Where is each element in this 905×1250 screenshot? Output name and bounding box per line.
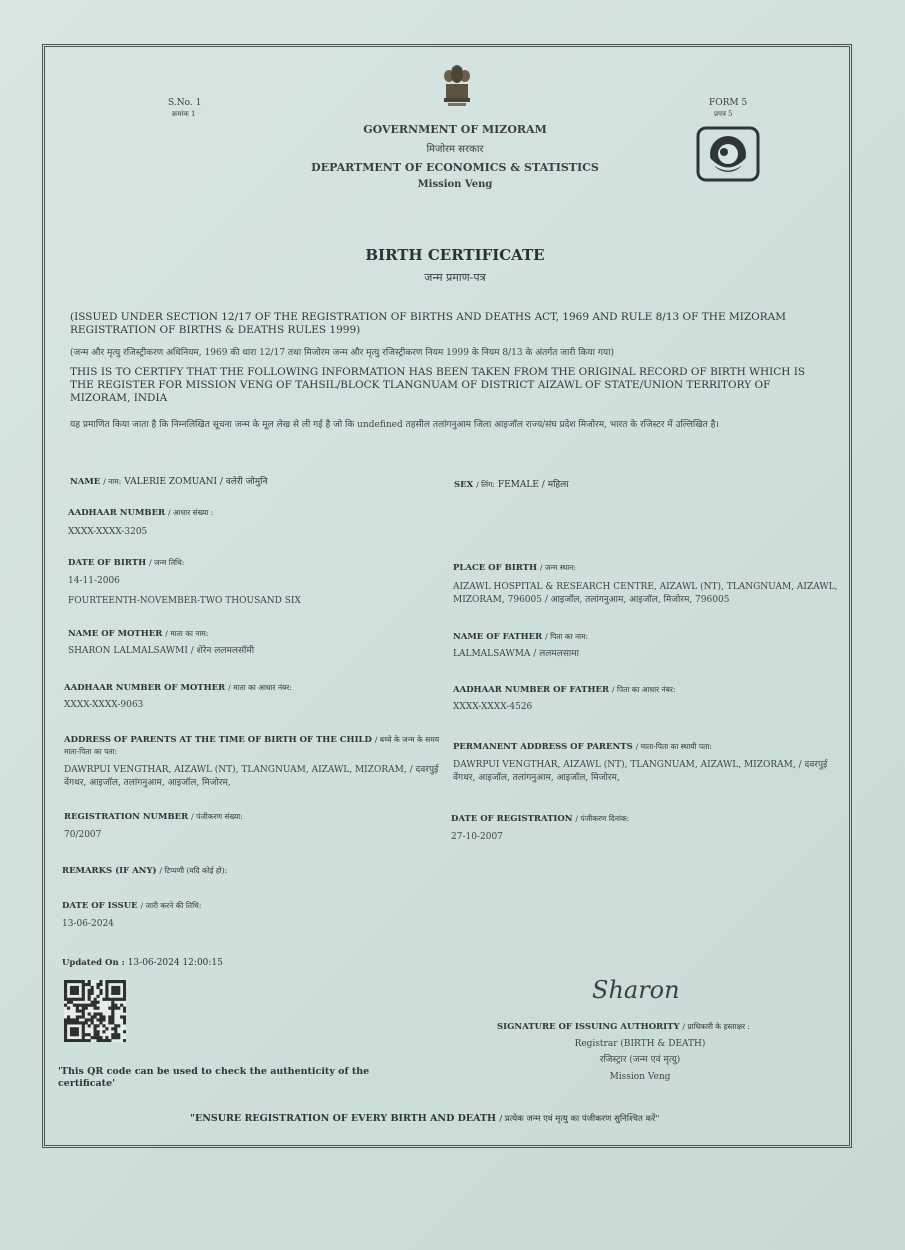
father-label-group bbox=[453, 632, 588, 642]
updated-on bbox=[62, 958, 223, 968]
mother-label-hindi: / माता का नाम: bbox=[165, 629, 209, 638]
permanent-address-label-hindi: / माता-पिता का स्थायी पता: bbox=[635, 742, 712, 751]
mother-aadhaar-value: XXXX-XXXX-9063 bbox=[64, 700, 144, 710]
remarks-label-hindi: / टिप्पणी (यदि कोई हो): bbox=[159, 866, 228, 875]
certify-text: THIS IS TO CERTIFY THAT THE FOLLOWING INFORMATION HAS BEEN TAKEN FROM THE ORIGINAL RECORD OF BIRTH WHICH IS THE REGISTER FOR MISSION VENG OF TAHSIL/BLOCK TLANGNUAM OF DISTRICT AIZAWL OF STATE/UNION TERRITORY OF MIZORAM, INDIA bbox=[70, 366, 806, 404]
certificate-title-hindi: जन्म प्रमाण-पत्र bbox=[424, 271, 486, 284]
registration-number-label-hindi: / पंजीकरण संख्या: bbox=[191, 812, 243, 821]
dob-label-group bbox=[68, 558, 184, 568]
birth-address-label-group bbox=[64, 734, 444, 758]
birth-address-value: DAWRPUI VENGTHAR, AIZAWL (NT), TLANGNUAM, AIZAWL, MIZORAM, / दवरपुई वेंगथर, आइजॉल, तलांगनुआम, आइजॉल, मिजोरम, bbox=[64, 765, 439, 788]
dob-value: 14-11-2006 bbox=[68, 576, 120, 586]
pob-label-hindi: / जन्म स्थान: bbox=[539, 563, 576, 572]
father-value: LALMALSAWMA / ललमलसामा bbox=[453, 649, 579, 659]
dob-label-hindi: / जन्म तिथि: bbox=[149, 558, 185, 567]
name-label: NAME bbox=[70, 477, 101, 487]
qr-code-icon bbox=[64, 980, 126, 1042]
serial-number-hindi: क्रमांक 1 bbox=[172, 110, 196, 118]
certify-text-hindi: यह प्रमाणित किया जाता है कि निम्नलिखित सूचना जन्म के मूल लेख से ली गई है जो कि undefined तहसील तलांगनुआम जिला आइजॉल राज्य/संघ प्रदेश मिजोरम, भारत के रजिस्टर में उल्लिखित है। bbox=[70, 420, 719, 430]
signature-label-hindi: / प्राधिकारी के हस्ताक्षर : bbox=[682, 1022, 750, 1031]
issue-date-label-group bbox=[62, 901, 201, 911]
registration-logo-icon bbox=[696, 126, 760, 182]
mother-aadhaar-label: AADHAAR NUMBER OF MOTHER bbox=[64, 683, 226, 693]
government-title-hindi: मिजोरम सरकार bbox=[426, 144, 484, 155]
father-aadhaar-label: AADHAAR NUMBER OF FATHER bbox=[453, 685, 610, 695]
pob-label: PLACE OF BIRTH bbox=[453, 563, 537, 573]
mother-label: NAME OF MOTHER bbox=[68, 629, 163, 639]
mother-aadhaar-label-hindi: / माता का आधार नंबर: bbox=[228, 683, 292, 692]
office-location: Mission Veng bbox=[417, 179, 493, 190]
slogan-text-hindi: / प्रत्येक जन्म एवं मृत्यु का पंजीकरण सुनिश्चित करें" bbox=[499, 1114, 660, 1124]
father-label: NAME OF FATHER bbox=[453, 632, 543, 642]
certificate-title: BIRTH CERTIFICATE bbox=[365, 246, 545, 264]
slogan-text: "ENSURE REGISTRATION OF EVERY BIRTH AND DEATH bbox=[190, 1113, 497, 1124]
updated-label: Updated On : bbox=[62, 958, 125, 968]
updated-value: 13-06-2024 12:00:15 bbox=[127, 958, 223, 968]
father-label-hindi: / पिता का नाम: bbox=[545, 632, 589, 641]
issue-date-value: 13-06-2024 bbox=[62, 919, 114, 929]
remarks-label: REMARKS (IF ANY) bbox=[62, 866, 157, 876]
father-aadhaar-label-hindi: / पिता का आधार नंबर: bbox=[612, 685, 676, 694]
sex-label-hindi: / लिंग: bbox=[476, 480, 495, 489]
issued-under-text-hindi: (जन्म और मृत्यु रजिस्ट्रीकरण अधिनियम, 1969 की धारा 12/17 तथा मिजोरम जन्म और मृत्यु रजिस्ट्रीकरण नियम 1999 के नियम 8/13 के अंतर्गत जारी किया गया) bbox=[70, 348, 614, 358]
birth-address-label-hindi: / बच्चे के जन्म के समय माता-पिता का पता: bbox=[64, 735, 440, 756]
aadhaar-label: AADHAAR NUMBER bbox=[68, 508, 166, 518]
government-title: GOVERNMENT OF MIZORAM bbox=[363, 123, 547, 136]
slogan bbox=[190, 1113, 659, 1124]
registrar-title-hindi: रजिस्ट्रार (जन्म एवं मृत्यु) bbox=[599, 1055, 681, 1065]
sex-field bbox=[454, 477, 569, 490]
serial-number: S.No. 1 bbox=[168, 98, 202, 108]
name-value: VALERIE ZOMUANI / वलेरी जोमुनि bbox=[124, 477, 268, 487]
aadhaar-label-hindi: / आधार संख्या : bbox=[168, 508, 214, 517]
aadhaar-value: XXXX-XXXX-3205 bbox=[68, 527, 148, 537]
registration-date-value: 27-10-2007 bbox=[451, 832, 503, 842]
registrar-office: Mission Veng bbox=[609, 1072, 671, 1082]
sex-label: SEX bbox=[454, 480, 474, 490]
signature-label: SIGNATURE OF ISSUING AUTHORITY bbox=[497, 1022, 680, 1032]
mother-aadhaar-label-group bbox=[64, 683, 292, 693]
father-aadhaar-value: XXXX-XXXX-4526 bbox=[453, 702, 533, 712]
department-title: DEPARTMENT OF ECONOMICS & STATISTICS bbox=[311, 161, 599, 174]
registration-date-label-group bbox=[451, 814, 629, 824]
aadhaar-label-group bbox=[68, 508, 213, 518]
father-aadhaar-label-group bbox=[453, 685, 676, 695]
name-field bbox=[70, 474, 267, 487]
dob-label: DATE OF BIRTH bbox=[68, 558, 147, 568]
registration-number-value: 70/2007 bbox=[64, 830, 102, 840]
signature-label-group bbox=[497, 1022, 750, 1032]
birth-address-label: ADDRESS OF PARENTS AT THE TIME OF BIRTH OF THE CHILD bbox=[64, 735, 372, 745]
form-number-hindi: प्रपत्र 5 bbox=[714, 110, 733, 118]
issue-date-label-hindi: / जारी करने की तिथि: bbox=[140, 901, 202, 910]
mother-value: SHARON LALMALSAWMI / शेरेन ललमलसॉमी bbox=[68, 646, 255, 656]
permanent-address-label-group bbox=[453, 742, 712, 752]
remarks-label-group bbox=[62, 866, 227, 876]
registration-number-label: REGISTRATION NUMBER bbox=[64, 812, 189, 822]
registration-date-label-hindi: / पंजीकरण दिनांक: bbox=[575, 814, 630, 823]
registrar-title: Registrar (BIRTH & DEATH) bbox=[574, 1039, 706, 1049]
permanent-address-label: PERMANENT ADDRESS OF PARENTS bbox=[453, 742, 633, 752]
registration-date-label: DATE OF REGISTRATION bbox=[451, 814, 573, 824]
issued-under-text: (ISSUED UNDER SECTION 12/17 OF THE REGISTRATION OF BIRTHS AND DEATHS ACT, 1969 AND RULE 8/13 OF THE MIZORAM REGISTRATION OF BIRTHS & DEATHS RULES 1999) bbox=[70, 311, 786, 336]
signature-image bbox=[592, 976, 702, 1012]
pob-label-group bbox=[453, 563, 576, 573]
registration-number-label-group bbox=[64, 812, 243, 822]
form-number: FORM 5 bbox=[709, 98, 748, 108]
signature-script: Sharon bbox=[592, 976, 680, 1004]
qr-note: 'This QR code can be used to check the authenticity of the certificate' bbox=[58, 1066, 370, 1089]
name-label-hindi: / नाम: bbox=[103, 477, 122, 486]
sex-value: FEMALE / महिला bbox=[497, 480, 569, 490]
dob-words: FOURTEENTH-NOVEMBER-TWO THOUSAND SIX bbox=[68, 596, 301, 606]
permanent-address-value: DAWRPUI VENGTHAR, AIZAWL (NT), TLANGNUAM, AIZAWL, MIZORAM, / दवरपुई वेंगथर, आइजॉल, तलांगनुआम, आइजॉल, मिजोरम, bbox=[453, 760, 828, 783]
mother-label-group bbox=[68, 629, 208, 639]
national-emblem-icon bbox=[440, 62, 474, 108]
issue-date-label: DATE OF ISSUE bbox=[62, 901, 138, 911]
pob-value: AIZAWL HOSPITAL & RESEARCH CENTRE, AIZAWL (NT), TLANGNUAM, AIZAWL, MIZORAM, 796005 / आइजॉल, तलांगनुआम, आइजॉल, मिजोरम, 796005 bbox=[453, 582, 838, 605]
